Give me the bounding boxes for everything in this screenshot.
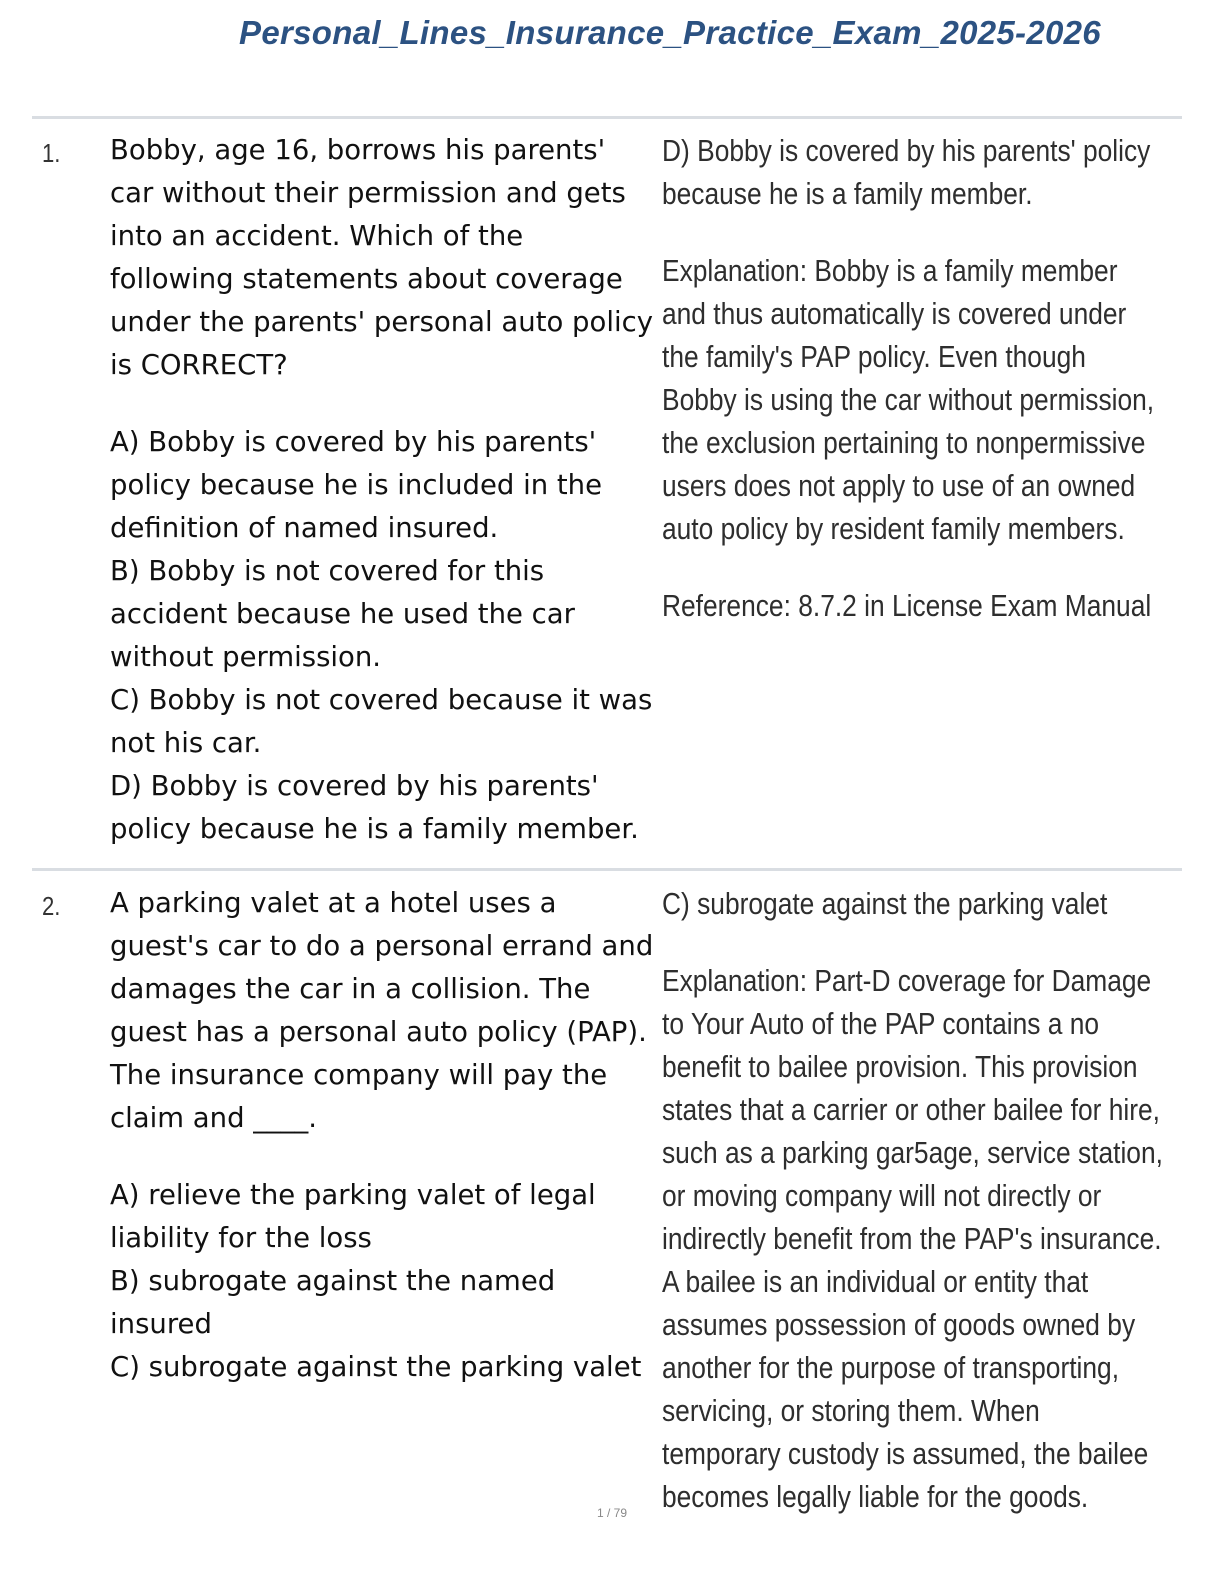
reference-text: Reference: 8.7.2 in License Exam Manual [662,588,1152,623]
answer-column [662,882,1164,1518]
option-c: C) subrogate against the parking valet [110,1351,642,1383]
divider [32,868,1182,871]
page-indicator: 1 / 79 [596,1506,628,1520]
explanation-text: Explanation: Bobby is a family member and thus automatically is covered under the family's PAP policy. Even though Bobby is using the car without permission, the exclusion pertaining to nonpermissive users does not apply to use of an owned auto policy by resident family members. [662,253,1155,546]
answer-column [662,129,1164,627]
question-number: 2. [42,891,61,921]
question-column [110,129,655,851]
divider [32,116,1182,119]
option-d: D) Bobby is covered by his parents' policy because he is a family member. [110,770,639,845]
option-b: B) Bobby is not covered for this accident because he used the car without permission. [110,555,575,673]
option-b: B) subrogate against the named insured [110,1265,556,1340]
document-title: Personal_Lines_Insurance_Practice_Exam_2025-2026 [239,14,1101,51]
question-column [110,882,655,1389]
answer-text: D) Bobby is covered by his parents' policy because he is a family member. [662,133,1151,211]
option-a: A) relieve the parking valet of legal liability for the loss [110,1179,596,1254]
answer-text: C) subrogate against the parking valet [662,886,1108,921]
question-stem: A parking valet at a hotel uses a guest's car to do a personal errand and damages the car in a collision. The guest has a personal auto policy (PAP). The insurance company will pay the claim and ____. [110,887,654,1134]
explanation-text: Explanation: Part-D coverage for Damage to Your Auto of the PAP contains a no benefit to bailee provision. This provision states that a carrier or other bailee for hire, such as a parking gar5age, service station, or moving company will not directly or indirectly benefit from the PAP's insurance. A bailee is an individual or entity that assumes possession of goods owned by another for the purpose of transporting, servicing, or storing them. When temporary custody is assumed, the bailee becomes legally liable for the goods. [662,963,1163,1514]
option-c: C) Bobby is not covered because it was not his car. [110,684,653,759]
question-number: 1. [42,138,61,168]
option-a: A) Bobby is covered by his parents' policy because he is included in the definition of named insured. [110,426,603,544]
question-stem: Bobby, age 16, borrows his parents' car without their permission and gets into an accident. Which of the following statements about coverage under the parents' personal auto policy is CORRECT? [110,134,654,381]
